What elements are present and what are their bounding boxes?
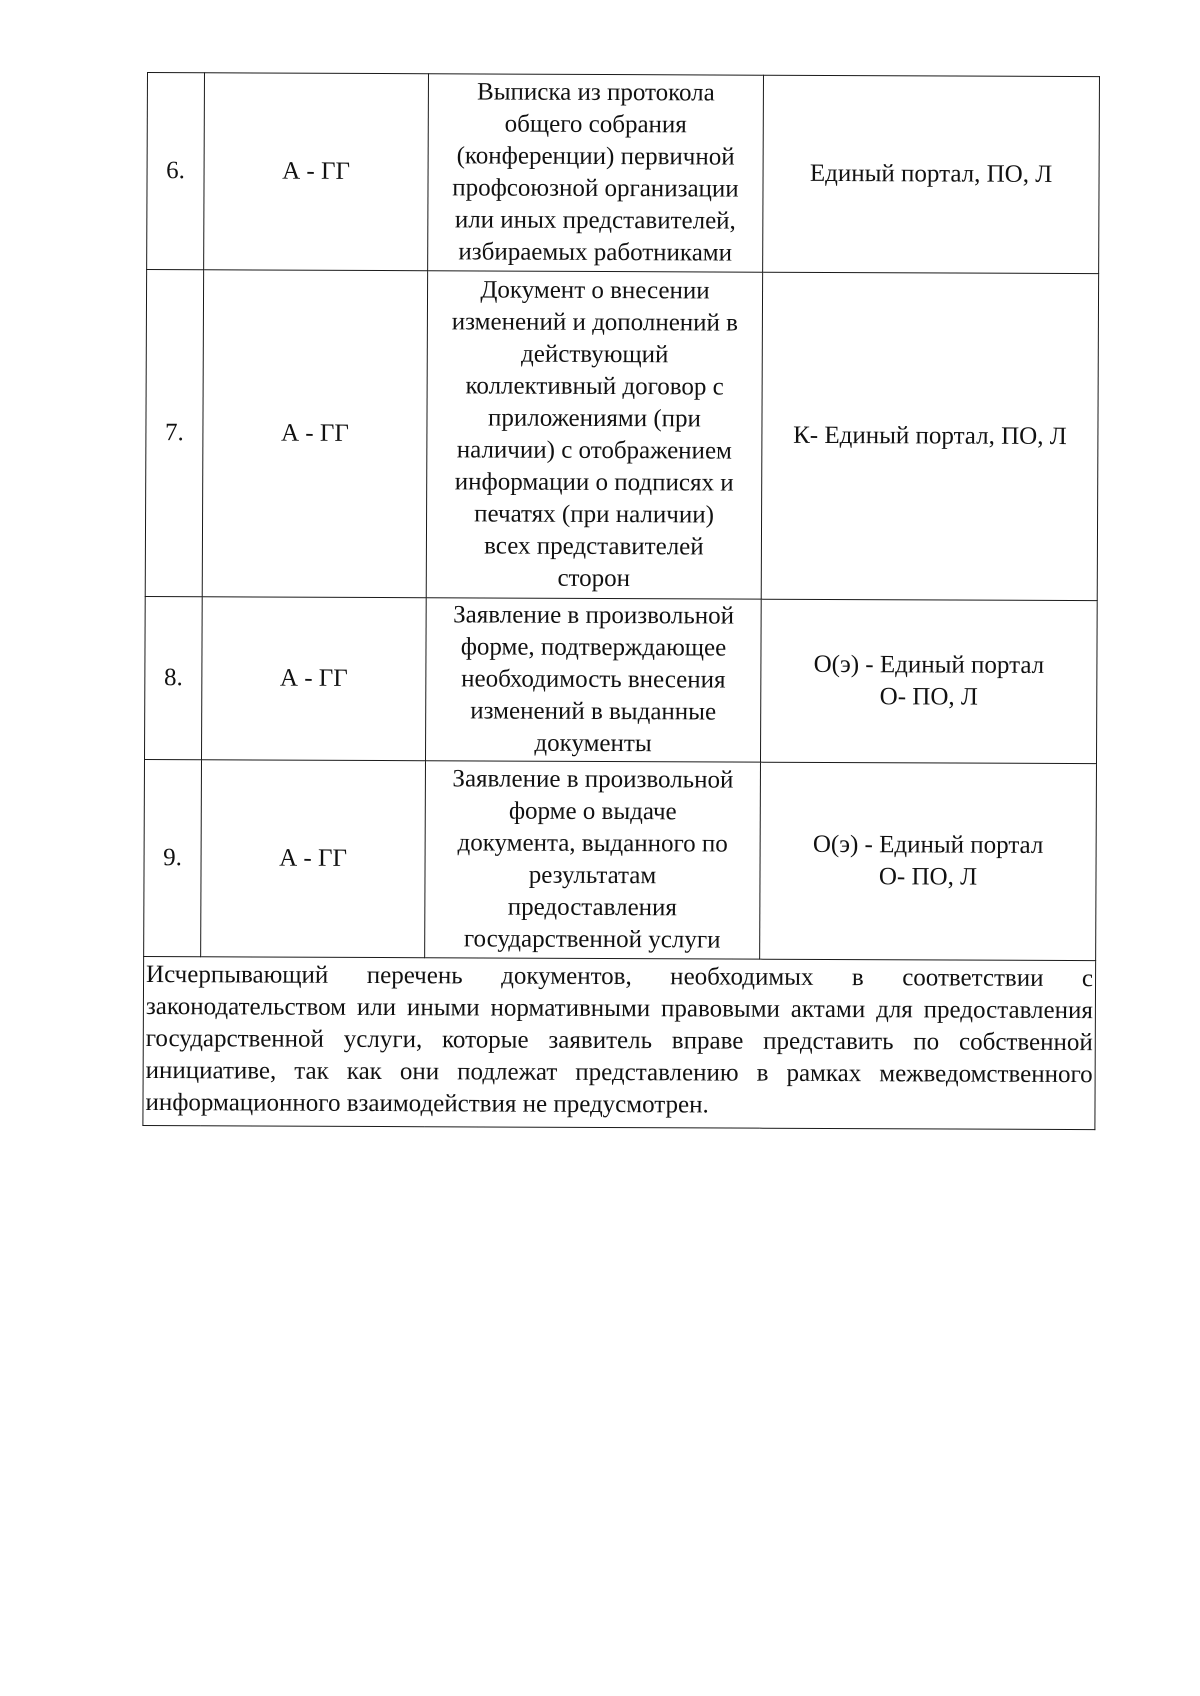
footer-note: Исчерпывающий перечень документов, необходимых в соответствии с законодательством или иными нормативными правовыми актами для предоставления государственной услуги, которые заявитель вправе представить по собственной инициативе, так как они подлежат представлению в рамках межведомственного информационного взаимодействия не предусмотрен. [143,956,1096,1129]
cell-line: форме, подтверждающее [460,633,727,662]
row-document-name [428,74,764,272]
row-submission-form [761,272,1098,600]
cell-line: наличии) с отображением [456,436,732,465]
row-document-name [426,271,762,599]
cell-line: Выписка из протокола [476,78,715,107]
row-submission-form [760,599,1097,763]
cell-line: профсоюзной организации [452,174,739,203]
cell-line: О- ПО, Л [878,863,978,891]
table-row [145,270,1098,601]
row-submission-form [760,762,1097,960]
cell-line: печатях (при наличии) [474,500,715,529]
cell-line: необходимость внесения [461,665,726,694]
cell-line: О(э) - Единый портал [812,830,1044,859]
cell-line: К- Единый портал, ПО, Л [793,421,1067,451]
row-number: 6. [147,73,205,270]
cell-line: Единый портал, ПО, Л [809,159,1053,188]
cell-line: Документ о внесении [480,276,710,305]
cell-line: коллективный договор с [465,372,724,401]
cell-line: действующий [521,340,669,369]
row-document-name [425,761,761,959]
cell-line: изменений в выданные [470,697,717,726]
cell-line: или иных представителей, [454,206,736,235]
cell-line: всех представителей [484,532,704,561]
row-document-name [425,598,761,762]
cell-line: предоставления [507,893,678,922]
cell-line: избираемых работниками [458,238,733,267]
cell-line: О(э) - Единый портал [813,650,1045,679]
cell-line: сторон [557,564,631,593]
cell-line: приложениями (при [487,404,702,433]
cell-line: документа, выданного по [457,829,728,858]
row-code: А - ГГ [201,760,426,958]
cell-line: О- ПО, Л [879,683,978,711]
table-footer-row [143,956,1096,1129]
row-number: 7. [145,270,203,597]
cell-line: документы [534,729,652,758]
cell-line: государственной услуги [463,925,721,954]
table-row [147,73,1100,274]
row-number: 9. [144,759,202,956]
cell-line: Заявление в произвольной [452,765,734,794]
cell-line: изменений и дополнений в [451,308,739,337]
row-code: А - ГГ [202,270,427,598]
documents-table [142,72,1100,1130]
table-row [145,596,1098,763]
cell-line: общего собрания [504,110,687,139]
cell-line: информации о подписях и [454,468,734,497]
row-submission-form [763,75,1100,273]
row-code: А - ГГ [201,597,426,761]
cell-line: (конференции) первичной [456,142,735,171]
cell-line: форме о выдаче [508,797,677,826]
row-code: А - ГГ [204,73,429,271]
table-row [144,759,1097,960]
cell-line: результатам [528,861,657,890]
row-number: 8. [145,596,203,759]
cell-line: Заявление в произвольной [453,601,735,630]
